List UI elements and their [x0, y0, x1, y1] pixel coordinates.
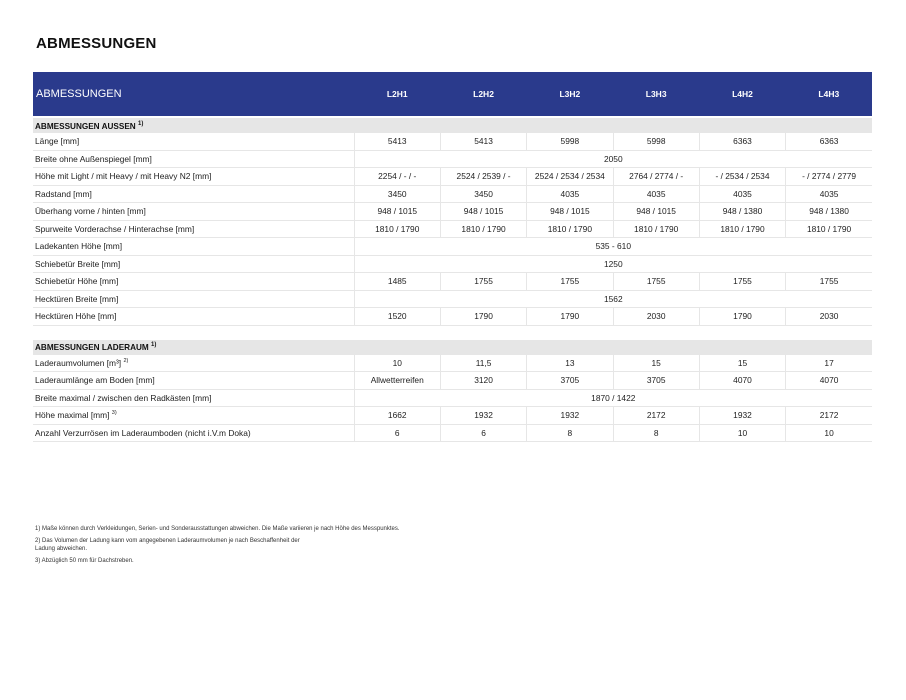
gap-row	[33, 325, 872, 340]
row-label-cell	[33, 220, 354, 238]
row-label-cell	[33, 290, 354, 308]
value-cell: 15	[613, 355, 699, 372]
section-title: ABMESSUNGEN AUSSEN	[35, 121, 136, 131]
merged-value-cell: 1870 / 1422	[354, 389, 872, 407]
value-cell: 4035	[527, 185, 613, 203]
value-cell: 1932	[527, 407, 613, 425]
table-row	[33, 203, 872, 221]
value-cell: 4070	[786, 372, 872, 390]
value-cell: 4035	[613, 185, 699, 203]
table-row	[33, 372, 872, 390]
value-cell: 1755	[613, 273, 699, 291]
row-label: Höhe maximal [mm]	[35, 410, 110, 421]
value-cell: 1662	[354, 407, 440, 425]
value-cell: 5413	[440, 133, 526, 150]
row-label: Radstand [mm]	[35, 188, 92, 199]
row-label: Länge [mm]	[35, 136, 80, 147]
value-cell: 11,5	[440, 355, 526, 372]
table-row	[33, 255, 872, 273]
column-header-l2h2: L2H2	[440, 72, 526, 116]
table-header-row	[33, 72, 872, 116]
value-cell: - / 2534 / 2534	[699, 168, 785, 186]
value-cell: 2172	[613, 407, 699, 425]
value-cell: 8	[527, 424, 613, 442]
section-header-cell	[33, 340, 872, 355]
row-label-cell	[33, 424, 354, 442]
footnote: 2) Das Volumen der Ladung kann vom angegebenen Laderaumvolumen je nach Beschaffenheit der	[35, 538, 300, 545]
table-row	[33, 238, 872, 256]
row-label: Schiebetür Höhe [mm]	[35, 276, 119, 287]
row-label-cell	[33, 407, 354, 425]
row-label-cell	[33, 255, 354, 273]
column-header-l4h3: L4H3	[786, 72, 872, 116]
row-label-cell	[33, 133, 354, 150]
value-cell: 4070	[699, 372, 785, 390]
table-row	[33, 355, 872, 372]
value-cell: 1790	[527, 308, 613, 326]
value-cell: 3450	[440, 185, 526, 203]
row-label-cell	[33, 185, 354, 203]
value-cell: 1810 / 1790	[699, 220, 785, 238]
section-header-row	[33, 118, 872, 133]
row-label: Laderaumlänge am Boden [mm]	[35, 375, 155, 386]
value-cell: 1755	[699, 273, 785, 291]
value-cell: 4035	[699, 185, 785, 203]
value-cell: 15	[699, 355, 785, 372]
value-cell: Allwetterreifen	[354, 372, 440, 390]
section-header-row	[33, 340, 872, 355]
value-cell: 2254 / - / -	[354, 168, 440, 186]
value-cell: 1790	[699, 308, 785, 326]
table-row	[33, 407, 872, 425]
value-cell: 4035	[786, 185, 872, 203]
table-row	[33, 133, 872, 150]
row-label-cell	[33, 203, 354, 221]
section-footnote-ref: 1)	[137, 120, 144, 127]
row-label-cell	[33, 150, 354, 168]
value-cell: 8	[613, 424, 699, 442]
value-cell: 6363	[699, 133, 785, 150]
table-row	[33, 389, 872, 407]
row-label: Höhe mit Light / mit Heavy / mit Heavy N2 [mm]	[35, 171, 212, 182]
row-label-cell	[33, 168, 354, 186]
value-cell: 1755	[527, 273, 613, 291]
page-title: ABMESSUNGEN	[36, 35, 157, 52]
value-cell: 5998	[613, 133, 699, 150]
table-row	[33, 290, 872, 308]
row-label: Breite maximal / zwischen den Radkästen [mm]	[35, 392, 212, 403]
table-header-label: ABMESSUNGEN	[33, 72, 354, 116]
value-cell: 2764 / 2774 / -	[613, 168, 699, 186]
value-cell: 2524 / 2539 / -	[440, 168, 526, 186]
row-label: Laderaumvolumen [m³]	[35, 357, 122, 368]
value-cell: 10	[786, 424, 872, 442]
row-label: Anzahl Verzurrösen im Laderaumboden (nicht i.V.m Doka)	[35, 427, 251, 438]
table-body	[33, 116, 872, 442]
value-cell: 948 / 1015	[354, 203, 440, 221]
value-cell: 2030	[786, 308, 872, 326]
row-label: Breite ohne Außenspiegel [mm]	[35, 153, 152, 164]
value-cell: 948 / 1380	[786, 203, 872, 221]
value-cell: 3705	[527, 372, 613, 390]
row-label-cell	[33, 308, 354, 326]
merged-value-cell: 535 - 610	[354, 238, 872, 256]
table-row	[33, 308, 872, 326]
value-cell: 1810 / 1790	[440, 220, 526, 238]
column-header-l3h3: L3H3	[613, 72, 699, 116]
column-header-l4h2: L4H2	[699, 72, 785, 116]
value-cell: 13	[527, 355, 613, 372]
value-cell: 1790	[440, 308, 526, 326]
table-row	[33, 220, 872, 238]
value-cell: 948 / 1015	[527, 203, 613, 221]
value-cell: 5998	[527, 133, 613, 150]
value-cell: 948 / 1380	[699, 203, 785, 221]
value-cell: 1810 / 1790	[527, 220, 613, 238]
value-cell: 1810 / 1790	[786, 220, 872, 238]
value-cell: 10	[699, 424, 785, 442]
section-title: ABMESSUNGEN LADERAUM	[35, 343, 149, 352]
value-cell: 6363	[786, 133, 872, 150]
value-cell: 17	[786, 355, 872, 372]
dimensions-table	[33, 72, 872, 442]
value-cell: 948 / 1015	[613, 203, 699, 221]
value-cell: 10	[354, 355, 440, 372]
value-cell: 1810 / 1790	[354, 220, 440, 238]
value-cell: 6	[354, 424, 440, 442]
row-label: Hecktüren Breite [mm]	[35, 293, 119, 304]
value-cell: 3120	[440, 372, 526, 390]
value-cell: 2030	[613, 308, 699, 326]
value-cell: 6	[440, 424, 526, 442]
table-row	[33, 273, 872, 291]
row-footnote-ref: 2)	[123, 357, 129, 364]
value-cell: 1755	[786, 273, 872, 291]
row-label: Spurweite Vorderachse / Hinterachse [mm]	[35, 223, 195, 234]
value-cell: 2524 / 2534 / 2534	[527, 168, 613, 186]
footnote: Ladung abweichen.	[35, 546, 88, 553]
value-cell: 1520	[354, 308, 440, 326]
value-cell: 3705	[613, 372, 699, 390]
row-footnote-ref: 3)	[111, 410, 117, 417]
footnote: 1) Maße können durch Verkleidungen, Serien- und Sonderausstattungen abweichen. Die Maße variieren je nach Höhe des Messpunktes.	[35, 526, 400, 532]
table-row	[33, 185, 872, 203]
value-cell: 1932	[440, 407, 526, 425]
footnotes	[35, 525, 455, 569]
row-label: Schiebetür Breite [mm]	[35, 258, 121, 269]
merged-value-cell: 1250	[354, 255, 872, 273]
column-header-l3h2: L3H2	[527, 72, 613, 116]
row-label: Hecktüren Höhe [mm]	[35, 311, 117, 322]
row-label-cell	[33, 389, 354, 407]
value-cell: 1810 / 1790	[613, 220, 699, 238]
merged-value-cell: 1562	[354, 290, 872, 308]
value-cell: 1485	[354, 273, 440, 291]
value-cell: 2172	[786, 407, 872, 425]
row-label: Ladekanten Höhe [mm]	[35, 241, 123, 252]
value-cell: 1755	[440, 273, 526, 291]
value-cell: 948 / 1015	[440, 203, 526, 221]
merged-value-cell: 2050	[354, 150, 872, 168]
table-row	[33, 424, 872, 442]
table-row	[33, 150, 872, 168]
footnote: 3) Abzüglich 50 mm für Dachstreben.	[35, 558, 134, 565]
value-cell: 3450	[354, 185, 440, 203]
row-label-cell	[33, 273, 354, 291]
row-label-cell	[33, 355, 354, 372]
value-cell: 1932	[699, 407, 785, 425]
row-label: Überhang vorne / hinten [mm]	[35, 206, 146, 217]
value-cell: - / 2774 / 2779	[786, 168, 872, 186]
row-label-cell	[33, 238, 354, 256]
table-row	[33, 168, 872, 186]
section-footnote-ref: 1)	[151, 342, 157, 348]
column-header-l2h1: L2H1	[354, 72, 440, 116]
row-label-cell	[33, 372, 354, 390]
value-cell: 5413	[354, 133, 440, 150]
gap-cell	[33, 325, 872, 340]
section-header-cell	[33, 118, 872, 133]
